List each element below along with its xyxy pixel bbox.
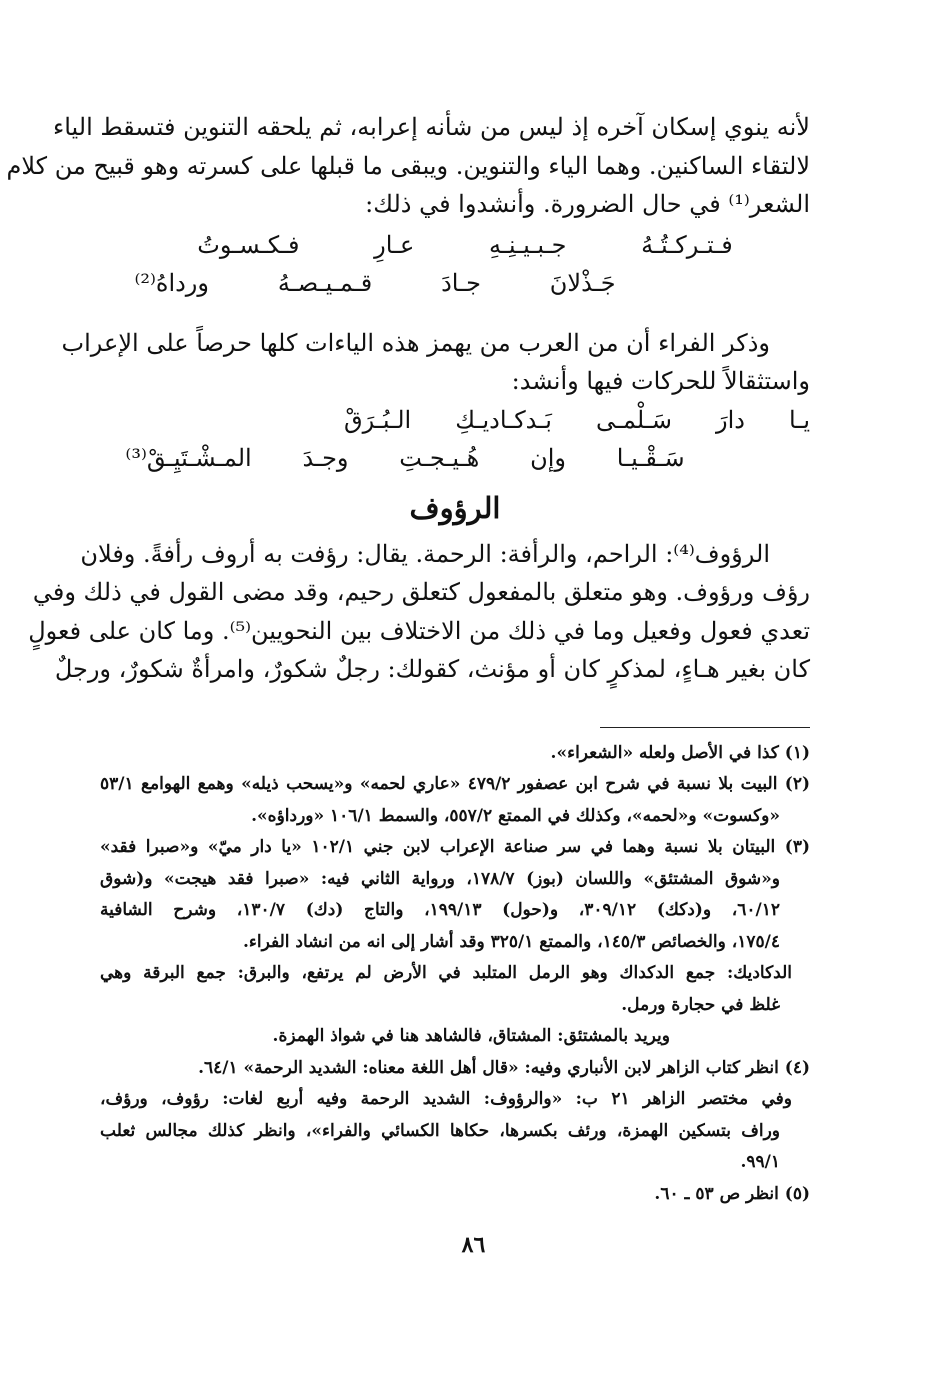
footnote-line: (٢) البيت بلا نسبة في شرح ابن عصفور ٤٧٩/٢ «عاري لحمه» و«يسحب ذيله» وهمع الهوامع ٥٣/١ xyxy=(100,774,810,794)
footnote-line: ١٧٥/٤، والخصائص ١٤٥/٣، والممتع ٣٢٥/١ وقد أشار إلى انه من انشاد الفراء. xyxy=(243,931,780,952)
footnote-line: وراف بتسكين الهمزة، ورئف بكسرها، حكاها الكسائي والفراء»، وانظر كذلك مجالس ثعلب xyxy=(100,1120,780,1141)
text-line: لالتقاء الساكنين. وهما الياء والتنوين. ويبقى ما قبلها على كسرته وهو قبيح من كلام xyxy=(6,151,810,180)
verse-word: جـبـيـنِـهِ xyxy=(488,230,567,259)
footnote-line: الدكاديك: جمع الدكداك وهو الرمل المتلبد في الأرض لم يرتفع، والبرق: جمع البرقة وهي xyxy=(100,963,792,983)
footnote-line: و«شوق المشتئق» واللسان (بوز) ١٧٨/٧، ورواية الثاني فيه: «صبرا فقد هيجت» و(شوق xyxy=(100,868,780,889)
verse-word: المـشْـتَيِـقْ⁽³⁾ xyxy=(125,443,252,472)
paragraph-3 xyxy=(28,535,810,689)
footnote-line: «وكسوت» و«لحمه»، وكذلك في الممتع ٥٥٧/٢، والسمط ١٠٦/١ «ورداؤه». xyxy=(251,805,780,826)
verse-hemistich-second xyxy=(100,439,810,477)
text-line: الشعر⁽¹⁾ في حال الضرورة. وأنشدوا في ذلك: xyxy=(365,190,810,218)
verse-hemistich-first xyxy=(100,226,810,264)
verse-1 xyxy=(100,226,810,302)
page-number: ٨٦ xyxy=(461,1232,486,1258)
page-body xyxy=(6,108,810,1210)
verse-hemistich-second xyxy=(100,264,810,302)
section-heading: الرؤوف xyxy=(409,490,501,525)
footnote-line: ويريد بالمشتئق: المشتاق، فالشاهد هنا في شواذ الهمزة. xyxy=(272,1026,670,1046)
text-line: رؤف ورؤوف. وهو متعلق بالمفعول كتعلق رحيم، وقد مضى القول في ذلك وفي xyxy=(32,578,810,606)
verse-word: وجـدَ xyxy=(302,443,349,472)
text-line: لأنه ينوي إسكان آخره إذ ليس من شأنه إعرابه، ثم يلحقه التنوين فتسقط الياء xyxy=(52,113,810,141)
verse-word: عـارِ xyxy=(374,230,415,259)
verse-word: الـبُـرَقْ xyxy=(344,405,412,434)
text-line: واستثقالاً للحركات فيها وأنشد: xyxy=(511,367,810,395)
footnote-line: (٤) انظر كتاب الزاهر لابن الأنباري وفيه: «قال أهل اللغة معناه: الشديد الرحمة» ٦٤/١. xyxy=(198,1057,810,1078)
verse-word: ورداهُ⁽²⁾ xyxy=(134,268,209,297)
verse-word: سَـقْـيـا xyxy=(616,443,685,472)
verse-word: فـتـركـتُـهُ xyxy=(641,230,733,259)
verse-word: جـادَ xyxy=(441,268,481,297)
verse-word: فـكـسـوتُ xyxy=(197,230,300,259)
footnote-line: (١) كذا في الأصل ولعله «الشعراء». xyxy=(550,742,810,763)
footnote-divider xyxy=(600,727,810,728)
verse-word: قـمـيـصـهُ xyxy=(277,268,373,297)
verse-word: يـا xyxy=(788,405,810,434)
footnote-line: (٣) البيتان بلا نسبة وهما في سر صناعة الإعراب لابن جني ١٠٢/١ «يا دار ميّ» و«صبرا فقد» xyxy=(100,837,810,857)
paragraph-2 xyxy=(61,324,810,401)
verse-word: وإن xyxy=(530,443,566,472)
intro-paragraph xyxy=(6,108,810,224)
verse-hemistich-first xyxy=(100,401,810,439)
footnote-line: ٦٠/١٢، و(دكك) ٣٠٩/١٢، و(حول) ١٩٩/١٣، والتاج (دك) ١٣٠/٧، وشرح الشافية xyxy=(100,900,781,920)
text-line: تعدي فعول وفعيل وما في ذلك من الاختلاف بين النحويين⁽⁵⁾. وما كان على فعولٍ xyxy=(28,616,810,645)
footnote-line: (٥) انظر ص ٥٣ ـ ٦٠. xyxy=(654,1183,810,1204)
footnote-line: وفي مختصر الزاهر ٢١ ب: «والرؤوف: الشديد الرحمة وفيه أربع لغات: رؤوف، ورؤف، xyxy=(100,1089,792,1109)
verse-word: هُـيـجـتِ xyxy=(399,443,480,472)
verse-word: بَـدكـاديـكِ xyxy=(455,405,552,434)
verse-word: دارَ xyxy=(715,405,745,434)
text-line: كان بغير هـاءٍ، لمذكرٍ كان أو مؤنث، كقولك: رجلٌ شكورٌ، وامرأةٌ شكورٌ، ورجلٌ xyxy=(54,655,810,683)
footnotes xyxy=(100,738,810,1211)
verse-word: سَـلْمـى xyxy=(595,405,672,434)
footnote-line: ٩٩/١. xyxy=(740,1152,780,1172)
text-line: وذكر الفراء أن من العرب من يهمز هذه الياءات كلها حرصاً على الإعراب xyxy=(61,328,770,357)
verse-word: جَـذْلانَ xyxy=(549,268,616,297)
footnote-line: غلظ في حجارة ورمل. xyxy=(621,994,780,1015)
verse-2 xyxy=(100,401,810,477)
text-line: الرؤوف⁽⁴⁾: الراحم، والرأفة: الرحمة. يقال: رؤفت به أروف رأفةً. وفلان xyxy=(80,539,770,568)
